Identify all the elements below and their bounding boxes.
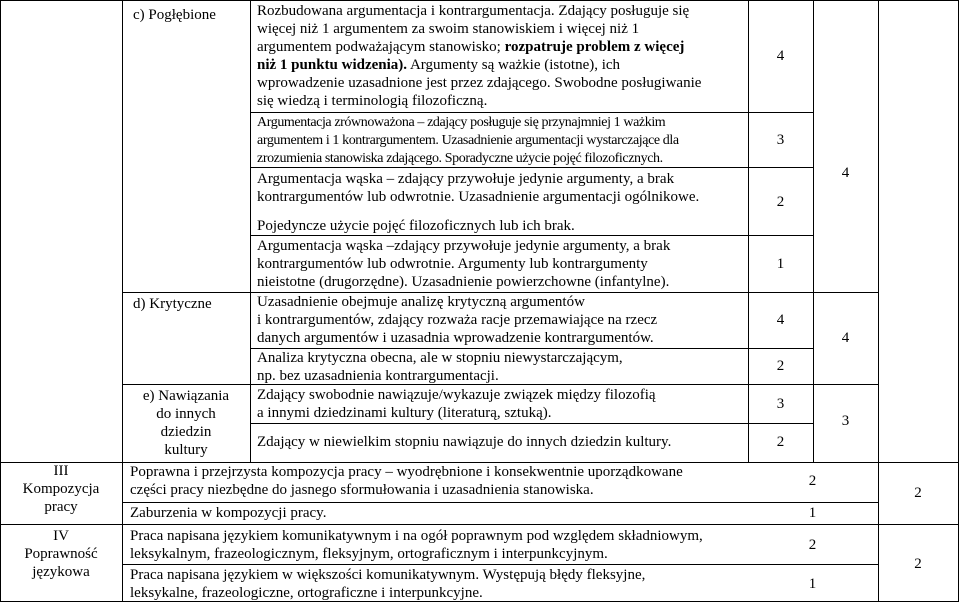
row-line-iii-end (0, 524, 959, 525)
max-points-e: 3 (841, 413, 850, 429)
section-iii-number: III (53, 463, 69, 479)
row-line-iii1 (122, 502, 879, 503)
desc-c3-line3: Pojedyncze użycie pojęć filozoficznych lub ich brak. (257, 218, 575, 234)
column-divider-4 (813, 0, 814, 462)
max-points-iv: 2 (914, 556, 922, 572)
desc-e2: Zdający w niewielkim stopniu nawiązuje do innych dziedzin kultury. (257, 434, 672, 450)
max-points-d: 4 (841, 330, 850, 346)
desc-e1-line1: Zdający swobodnie nawiązuje/wykazuje związek między filozofią (257, 387, 656, 403)
desc-e1-line2: a innymi dziedzinami kultury (literaturą, sztuką). (257, 405, 552, 421)
points-e2: 2 (776, 434, 785, 450)
points-c4: 1 (776, 256, 785, 272)
column-divider-5 (878, 0, 879, 602)
column-divider-1 (122, 0, 123, 602)
criterion-e-line1: e) Nawiązania (142, 388, 230, 404)
desc-iv2-line2: leksykalne, frazeologiczne, ortograficzne i interpunkcyjne. (130, 585, 483, 601)
points-c2: 3 (776, 132, 785, 148)
desc-c1-line3 (257, 38, 684, 56)
section-iv-title-line2: językowa (32, 564, 90, 580)
desc-c1-line3-plain: argumentem podważającym stanowisko; (257, 39, 505, 55)
row-line-c3 (250, 235, 814, 236)
desc-c1-line5: wprowadzenie uzasadnione jest przez zdającego. Swobodne posługiwanie (257, 75, 702, 91)
points-c1: 4 (776, 48, 785, 64)
section-iv-title-line1: Poprawność (24, 546, 98, 562)
desc-c3-line1: Argumentacja wąska – zdający przywołuje jedynie argumenty, a brak (257, 171, 675, 187)
criterion-e-line4: kultury (164, 442, 208, 458)
row-line-iv1 (122, 564, 879, 565)
desc-d2-line1: Analiza krytyczna obecna, ale w stopniu niewystarczającym, (257, 350, 623, 366)
section-iv-number: IV (53, 528, 69, 544)
desc-d2-line2: np. bez uzasadnienia kontrargumentacji. (257, 368, 499, 384)
desc-iv2-line1: Praca napisana językiem w większości komunikatywnym. Występują błędy fleksyjne, (130, 567, 646, 583)
desc-c1-line4 (257, 56, 620, 74)
desc-c1-line3-bold: rozpatruje problem z więcej (504, 39, 685, 55)
desc-c1-line4-plain: Argumenty są ważkie (istotne), ich (407, 57, 621, 73)
desc-iii1-line1: Poprawna i przejrzysta kompozycja pracy – wyodrębnione i konsekwentnie uporządkowane (130, 464, 683, 480)
desc-c2-line1: Argumentacja zrównoważona – zdający posługuje się przynajmniej 1 ważkim (257, 115, 666, 130)
points-e1: 3 (776, 396, 785, 412)
max-points-c: 4 (841, 165, 850, 181)
criterion-d: d) Krytyczne (133, 296, 212, 312)
desc-c1-line4-bold: niż 1 punktu widzenia). (257, 57, 408, 73)
points-iv1: 2 (808, 537, 817, 553)
table-border-right (958, 0, 959, 602)
desc-c1-line2: więcej niż 1 argumentem za swoim stanowiskiem i więcej niż 1 (257, 21, 640, 37)
desc-d1-line2: i kontrargumentów, zdający rozważa racje przemawiające na rzecz (257, 312, 658, 328)
desc-d1-line3: danych argumentów i uzasadnia wprowadzenie kontrargumentów. (257, 330, 654, 346)
criterion-e-line2: do innych (156, 406, 216, 422)
points-d1: 4 (776, 312, 785, 328)
row-line-c1 (250, 112, 814, 113)
points-iii2: 1 (808, 505, 817, 521)
desc-d1-line1: Uzasadnienie obejmuje analizę krytyczną argumentów (257, 294, 585, 310)
desc-c4-line3: nieistotne (drugorzędne). Uzasadnienie powierzchowne (infantylne). (257, 274, 670, 290)
row-line-e1 (250, 423, 814, 424)
points-c3: 2 (776, 194, 785, 210)
points-iii1: 2 (808, 473, 817, 489)
desc-c2-line2: argumentem i 1 kontrargumentem. Uzasadnienie argumentacji wystarczające dla (257, 133, 679, 148)
max-points-iii: 2 (914, 485, 922, 501)
desc-iv1-line1: Praca napisana językiem komunikatywnym i na ogół poprawnym pod względem składniowym, (130, 528, 703, 544)
points-iv2: 1 (808, 576, 817, 592)
desc-c2-line3: zrozumienia stanowiska zdającego. Sporadyczne użycie pojęć filozoficznych. (257, 151, 663, 166)
desc-c4-line1: Argumentacja wąska –zdający przywołuje jedynie argumenty, a brak (257, 238, 671, 254)
column-divider-2 (250, 0, 251, 462)
desc-c1-line6: się wiedzą i terminologią filozoficzną. (257, 93, 488, 109)
section-iii-title-line1: Kompozycja (22, 481, 100, 497)
column-divider-3 (748, 0, 749, 462)
desc-iv1-line2: leksykalnym, frazeologicznym, fleksyjnym, ortograficznym i interpunkcyjnym. (130, 546, 608, 562)
points-d2: 2 (776, 358, 785, 374)
row-line-d-end (122, 384, 879, 385)
desc-iii2: Zaburzenia w kompozycji pracy. (130, 505, 327, 521)
row-line-top (0, 0, 959, 1)
desc-iii1-line2: części pracy niezbędne do jasnego sformułowania i uzasadnienia stanowiska. (130, 482, 594, 498)
desc-c3-line2: kontrargumentów lub odwrotnie. Uzasadnienie argumentacji ogólnikowe. (257, 189, 700, 205)
desc-c4-line2: kontrargumentów lub odwrotnie. Argumenty lub kontrargumenty (257, 256, 648, 272)
criterion-e-line3: dziedzin (160, 424, 212, 440)
criterion-c: c) Pogłębione (133, 7, 216, 23)
desc-c1-line1: Rozbudowana argumentacja i kontrargumentacja. Zdający posługuje się (257, 3, 690, 19)
section-iii-title-line2: pracy (44, 499, 78, 515)
